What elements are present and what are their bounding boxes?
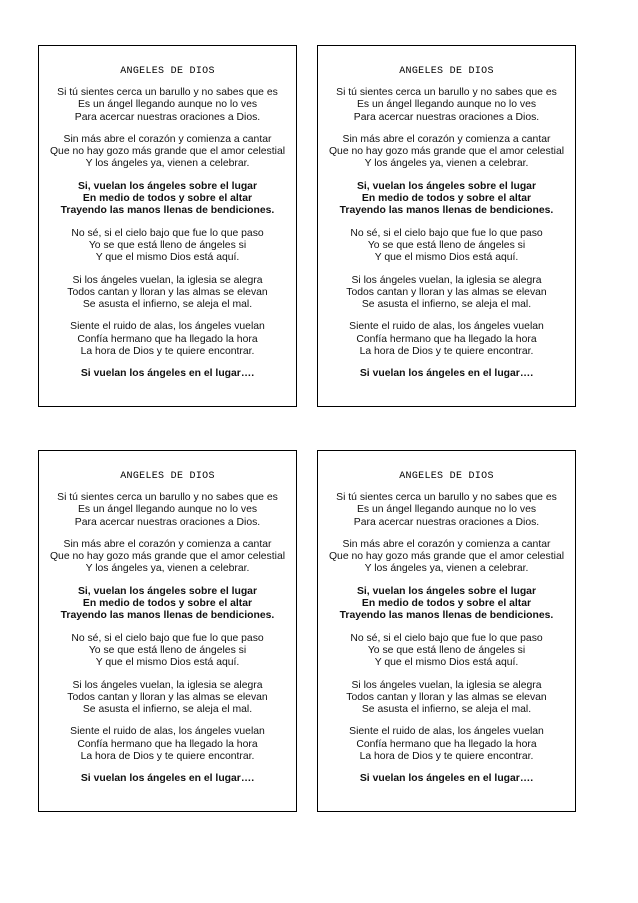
lyric-line: Para acercar nuestras oraciones a Dios.: [74, 111, 261, 123]
lyric-line: La hora de Dios y te quiere encontrar.: [359, 751, 534, 763]
lyric-line: Todos cantan y lloran y las almas se elevan: [67, 286, 268, 298]
lyric-line: Y los ángeles ya, vienen a celebrar.: [85, 563, 250, 575]
verse-1: [39, 492, 296, 529]
lyric-line: Sin más abre el corazón y comienza a cantar: [342, 133, 551, 145]
closing-line: [39, 773, 296, 785]
lyric-line: Yo se que está lleno de ángeles si: [88, 239, 247, 251]
lyric-line: Para acercar nuestras oraciones a Dios.: [353, 516, 540, 528]
lyric-line: Si los ángeles vuelan, la iglesia se alegra: [351, 679, 542, 691]
card-title: ANGELES DE DIOS: [399, 471, 494, 482]
lyrics-body: [39, 87, 296, 391]
closing-lyric: Si vuelan los ángeles en el lugar….: [80, 773, 255, 785]
verse-4: [39, 680, 296, 717]
chorus-line: Trayendo las manos llenas de bendiciones.: [60, 610, 275, 622]
lyric-line: Si tú sientes cerca un barullo y no sabes que es: [57, 492, 278, 503]
lyric-line: Es un ángel llegando aunque no lo ves: [77, 99, 258, 111]
lyric-line: Todos cantan y lloran y las almas se elevan: [346, 286, 547, 298]
lyric-line: Yo se que está lleno de ángeles si: [88, 644, 247, 656]
lyric-line: Si los ángeles vuelan, la iglesia se alegra: [72, 274, 263, 286]
verse-5: [318, 726, 575, 763]
lyric-line: Es un ángel llegando aunque no lo ves: [356, 99, 537, 111]
closing-lyric: Si vuelan los ángeles en el lugar….: [80, 368, 255, 380]
lyric-line: Todos cantan y lloran y las almas se elevan: [67, 691, 268, 703]
card-title: ANGELES DE DIOS: [120, 471, 215, 482]
lyric-line: Confía hermano que ha llegado la hora: [356, 333, 537, 345]
lyrics-card-bottom-right: [317, 450, 576, 812]
lyric-line: Que no hay gozo más grande que el amor celestial: [49, 551, 286, 563]
lyric-line: Para acercar nuestras oraciones a Dios.: [353, 111, 540, 123]
lyric-line: Que no hay gozo más grande que el amor celestial: [328, 551, 565, 563]
chorus-line: En medio de todos y sobre el altar: [361, 193, 532, 205]
lyric-line: Sin más abre el corazón y comienza a cantar: [342, 538, 551, 550]
card-title: ANGELES DE DIOS: [399, 66, 494, 77]
lyric-line: La hora de Dios y te quiere encontrar.: [359, 346, 534, 358]
verse-4: [39, 275, 296, 312]
verse-3: [318, 633, 575, 670]
lyric-line: Es un ángel llegando aunque no lo ves: [77, 504, 258, 516]
closing-line: [318, 773, 575, 785]
chorus-line: En medio de todos y sobre el altar: [82, 193, 253, 205]
chorus-line: Trayendo las manos llenas de bendiciones.: [339, 205, 554, 217]
lyric-line: Y que el mismo Dios está aquí.: [374, 252, 519, 264]
chorus-line: Si, vuelan los ángeles sobre el lugar: [356, 180, 536, 192]
chorus: [318, 586, 575, 623]
lyric-line: Si los ángeles vuelan, la iglesia se alegra: [351, 274, 542, 286]
lyric-line: Siente el ruido de alas, los ángeles vuelan: [349, 321, 544, 333]
chorus-line: Trayendo las manos llenas de bendiciones.: [60, 205, 275, 217]
lyric-line: Y los ángeles ya, vienen a celebrar.: [85, 158, 250, 170]
lyric-line: Si tú sientes cerca un barullo y no sabes que es: [336, 87, 557, 98]
lyric-line: Siente el ruido de alas, los ángeles vuelan: [70, 321, 265, 333]
lyric-line: Si tú sientes cerca un barullo y no sabes que es: [57, 87, 278, 98]
chorus: [39, 181, 296, 218]
verse-5: [39, 321, 296, 358]
chorus-line: Si, vuelan los ángeles sobre el lugar: [77, 585, 257, 597]
lyric-line: No sé, si el cielo bajo que fue lo que paso: [71, 632, 264, 644]
lyric-line: Yo se que está lleno de ángeles si: [367, 644, 526, 656]
verse-3: [318, 228, 575, 265]
verse-1: [39, 87, 296, 124]
verse-1: [318, 87, 575, 124]
lyrics-card-top-left: [38, 45, 297, 407]
lyrics-card-bottom-left: [38, 450, 297, 812]
verse-4: [318, 680, 575, 717]
chorus: [318, 181, 575, 218]
lyric-line: No sé, si el cielo bajo que fue lo que paso: [71, 227, 264, 239]
lyric-line: La hora de Dios y te quiere encontrar.: [80, 751, 255, 763]
verse-2: [318, 539, 575, 576]
lyric-line: Confía hermano que ha llegado la hora: [356, 738, 537, 750]
card-title: ANGELES DE DIOS: [120, 66, 215, 77]
verse-2: [39, 539, 296, 576]
lyrics-body: [318, 87, 575, 391]
lyric-line: Yo se que está lleno de ángeles si: [367, 239, 526, 251]
closing-lyric: Si vuelan los ángeles en el lugar….: [359, 773, 534, 785]
chorus: [39, 586, 296, 623]
lyrics-body: [318, 492, 575, 796]
closing-line: [318, 368, 575, 380]
lyric-line: Todos cantan y lloran y las almas se elevan: [346, 691, 547, 703]
chorus-line: En medio de todos y sobre el altar: [82, 598, 253, 610]
lyric-line: La hora de Dios y te quiere encontrar.: [80, 346, 255, 358]
lyric-line: Que no hay gozo más grande que el amor celestial: [328, 146, 565, 158]
verse-5: [318, 321, 575, 358]
verse-3: [39, 228, 296, 265]
verse-3: [39, 633, 296, 670]
verse-1: [318, 492, 575, 529]
lyric-line: Y los ángeles ya, vienen a celebrar.: [364, 158, 529, 170]
lyric-line: Se asusta el infierno, se aleja el mal.: [361, 299, 532, 311]
lyric-line: Confía hermano que ha llegado la hora: [77, 333, 258, 345]
lyric-line: Y que el mismo Dios está aquí.: [95, 657, 240, 669]
lyric-line: Para acercar nuestras oraciones a Dios.: [74, 516, 261, 528]
lyric-line: Y que el mismo Dios está aquí.: [95, 252, 240, 264]
lyric-line: Y los ángeles ya, vienen a celebrar.: [364, 563, 529, 575]
verse-5: [39, 726, 296, 763]
lyric-line: No sé, si el cielo bajo que fue lo que paso: [350, 227, 543, 239]
chorus-line: Si, vuelan los ángeles sobre el lugar: [356, 585, 536, 597]
lyric-line: Siente el ruido de alas, los ángeles vuelan: [70, 726, 265, 738]
lyric-line: Se asusta el infierno, se aleja el mal.: [82, 299, 253, 311]
lyric-line: Sin más abre el corazón y comienza a cantar: [63, 538, 272, 550]
lyrics-card-top-right: [317, 45, 576, 407]
lyric-line: Que no hay gozo más grande que el amor celestial: [49, 146, 286, 158]
verse-2: [318, 134, 575, 171]
closing-lyric: Si vuelan los ángeles en el lugar….: [359, 368, 534, 380]
chorus-line: Trayendo las manos llenas de bendiciones.: [339, 610, 554, 622]
lyric-line: Sin más abre el corazón y comienza a cantar: [63, 133, 272, 145]
lyric-line: Si los ángeles vuelan, la iglesia se alegra: [72, 679, 263, 691]
closing-line: [39, 368, 296, 380]
chorus-line: Si, vuelan los ángeles sobre el lugar: [77, 180, 257, 192]
verse-2: [39, 134, 296, 171]
verse-4: [318, 275, 575, 312]
lyric-line: Siente el ruido de alas, los ángeles vuelan: [349, 726, 544, 738]
lyric-line: Se asusta el infierno, se aleja el mal.: [82, 704, 253, 716]
lyric-line: Es un ángel llegando aunque no lo ves: [356, 504, 537, 516]
chorus-line: En medio de todos y sobre el altar: [361, 598, 532, 610]
lyric-line: Confía hermano que ha llegado la hora: [77, 738, 258, 750]
lyric-line: Y que el mismo Dios está aquí.: [374, 657, 519, 669]
lyric-line: Se asusta el infierno, se aleja el mal.: [361, 704, 532, 716]
lyric-line: No sé, si el cielo bajo que fue lo que paso: [350, 632, 543, 644]
lyrics-body: [39, 492, 296, 796]
lyric-line: Si tú sientes cerca un barullo y no sabes que es: [336, 492, 557, 503]
